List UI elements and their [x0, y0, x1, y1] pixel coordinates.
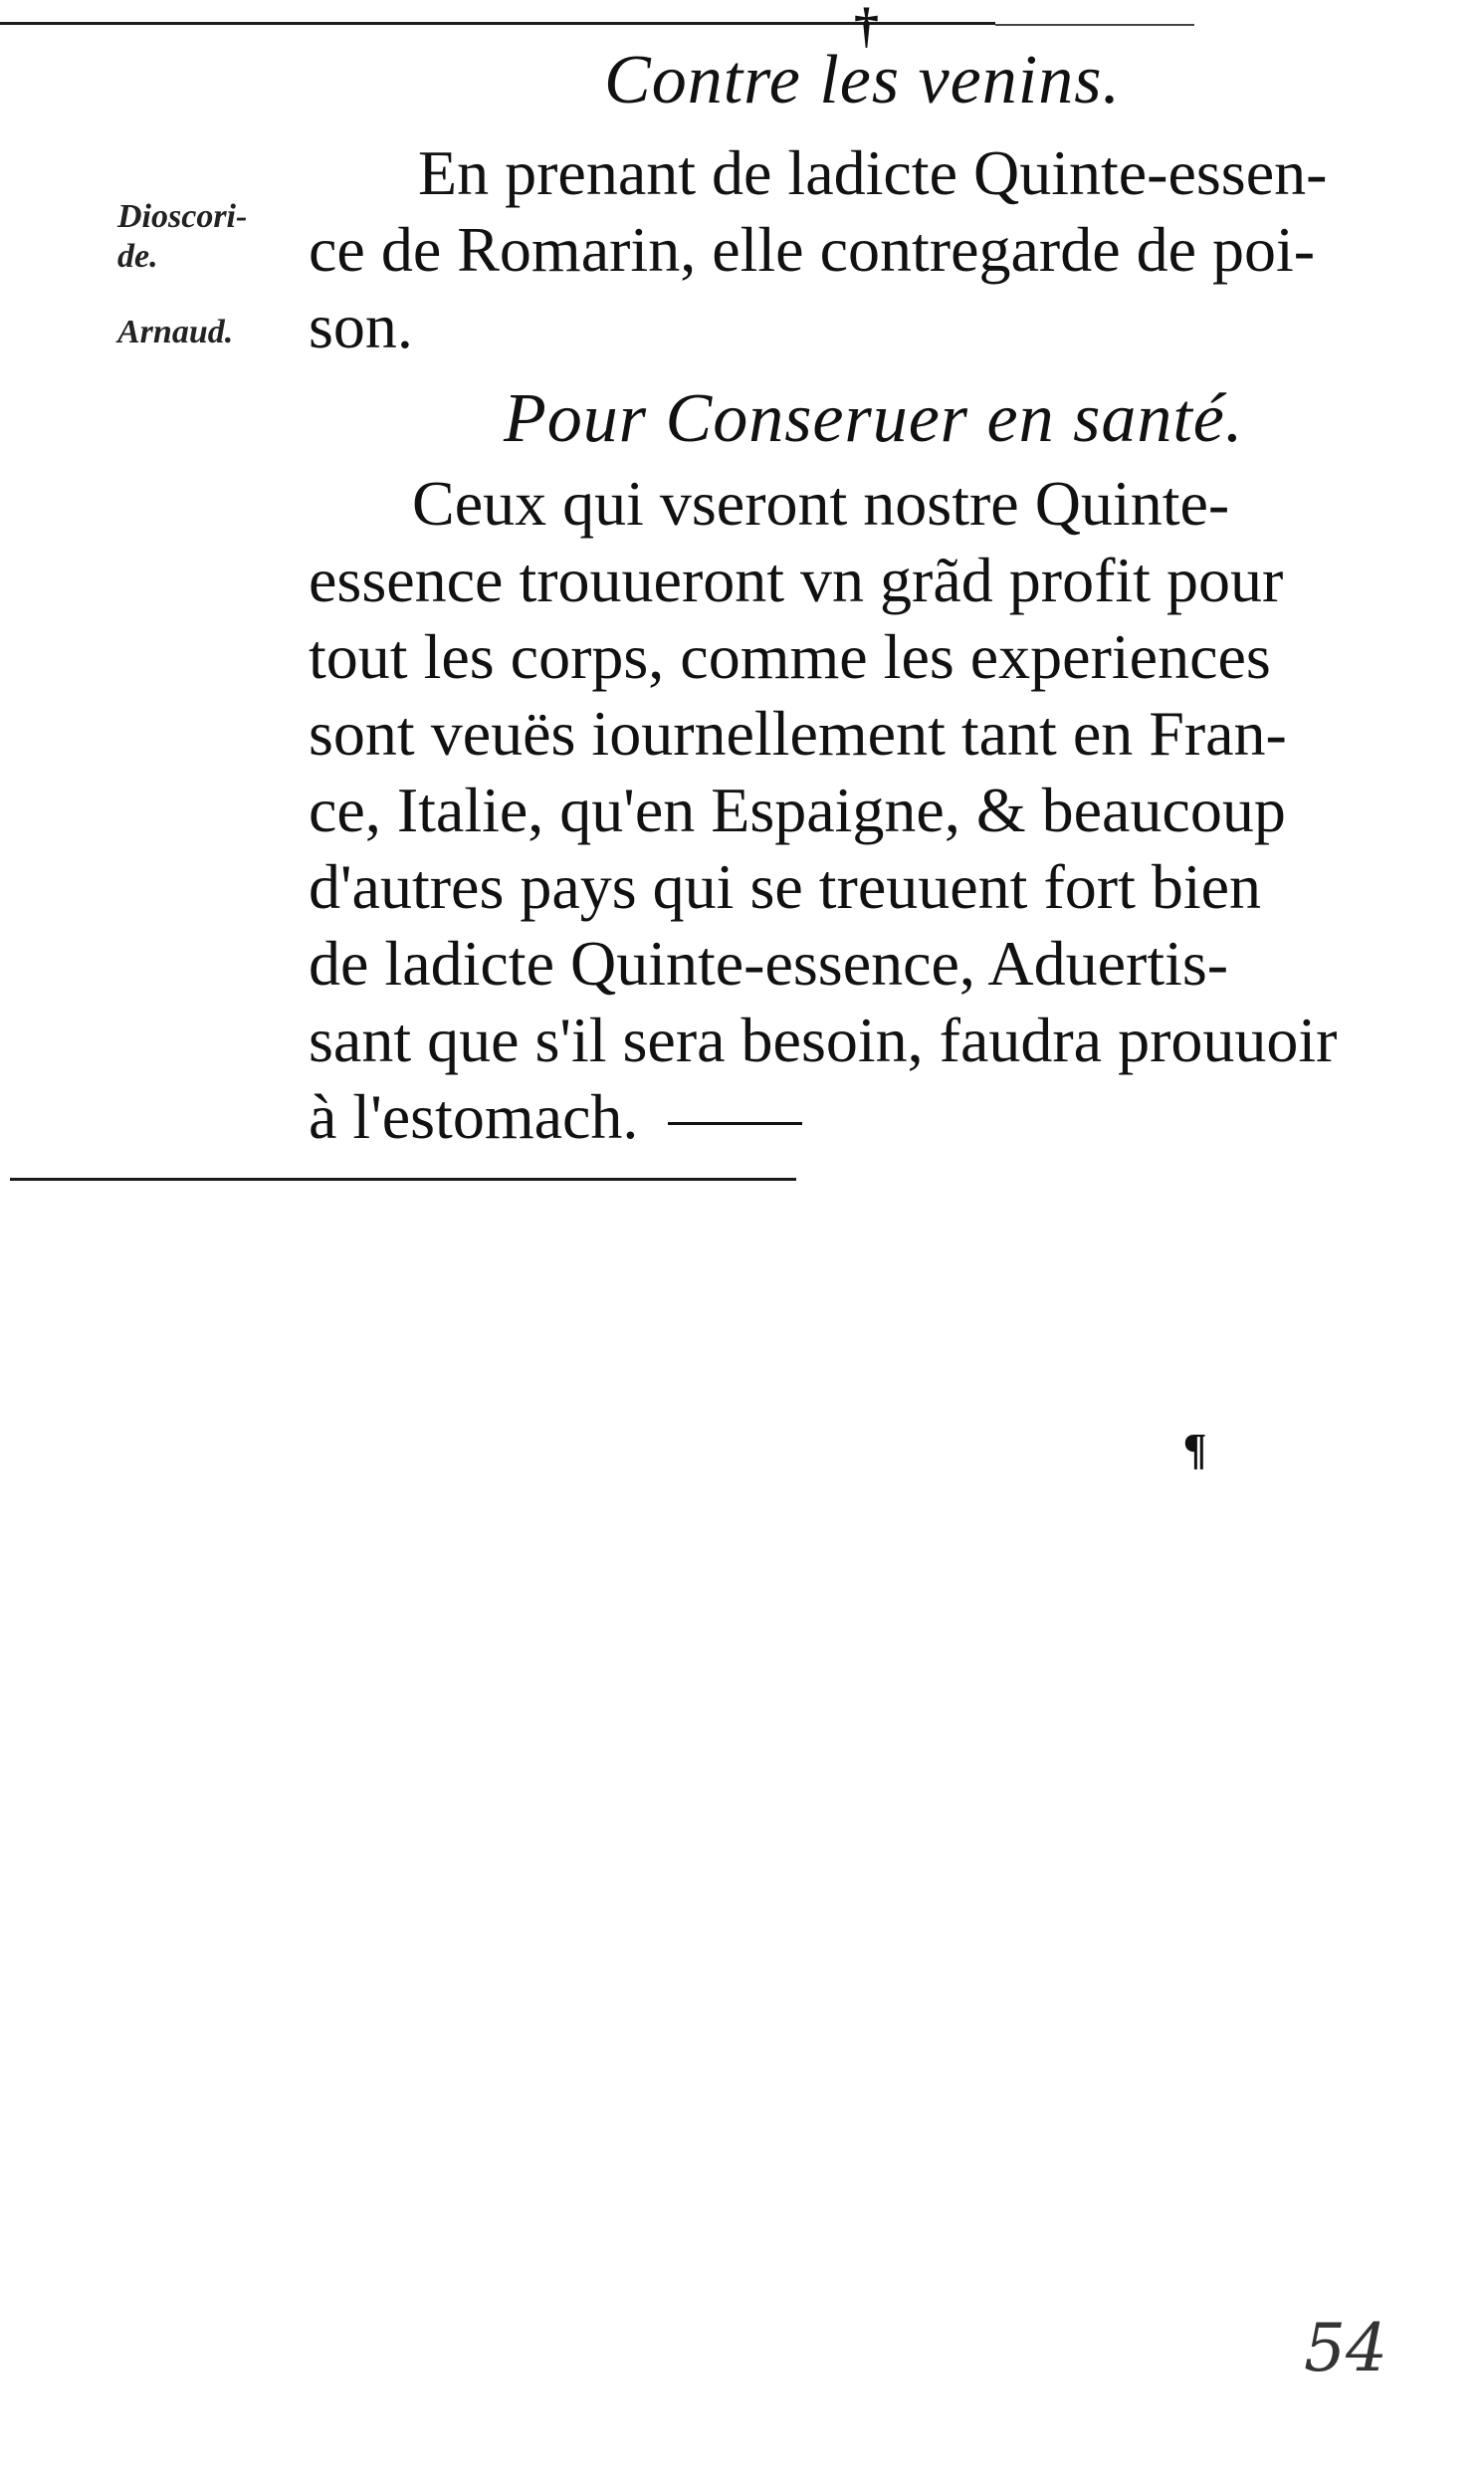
heading-contre-les-venins: Contre les venins.	[604, 42, 1121, 118]
text-line: son.	[309, 291, 413, 361]
text-line: d'autres pays qui se treuuent fort bien	[309, 851, 1262, 922]
text-line-last-text: à l'estomach.	[309, 1081, 639, 1152]
top-rule-right	[995, 24, 1194, 26]
end-rule	[668, 1122, 802, 1125]
paragraph-venins	[309, 134, 1433, 364]
bottom-rule	[10, 1178, 796, 1181]
heading-pour-conseruer-en-sante: Pour Conseruer en santé.	[504, 380, 1244, 457]
catchword-mark: ¶	[1184, 1425, 1206, 1473]
text-line: tout les corps, comme les experiences	[309, 621, 1271, 692]
top-rule	[0, 22, 995, 25]
text-line: En prenant de ladicte Quinte-essen-	[418, 137, 1328, 208]
margin-note-dioscoride	[117, 197, 247, 277]
text-line-last	[309, 1078, 1433, 1155]
text-line: sant que s'il sera besoin, faudra prouuoir	[309, 1005, 1338, 1075]
folio-number: 54	[1304, 2310, 1387, 2386]
text-line: ce, Italie, qu'en Espaigne, & beaucoup	[309, 775, 1286, 845]
margin-note-dioscoride-line1: Dioscori-	[117, 198, 248, 235]
margin-note-dioscoride-line2: de.	[117, 238, 158, 275]
ornament-cross: †	[854, 0, 879, 53]
text-line: ce de Romarin, elle contregarde de poi-	[309, 214, 1316, 285]
text-line: sont veuës iournellement tant en Fran-	[309, 698, 1287, 769]
text-line: de ladicte Quinte-essence, Aduertis-	[309, 928, 1229, 999]
paragraph-conseruer	[309, 465, 1433, 1155]
text-line: essence trouueront vn grãd profit pour	[309, 545, 1284, 615]
margin-note-arnaud: Arnaud.	[117, 314, 234, 350]
text-line: Ceux qui vseront nostre Quinte-	[412, 468, 1230, 539]
